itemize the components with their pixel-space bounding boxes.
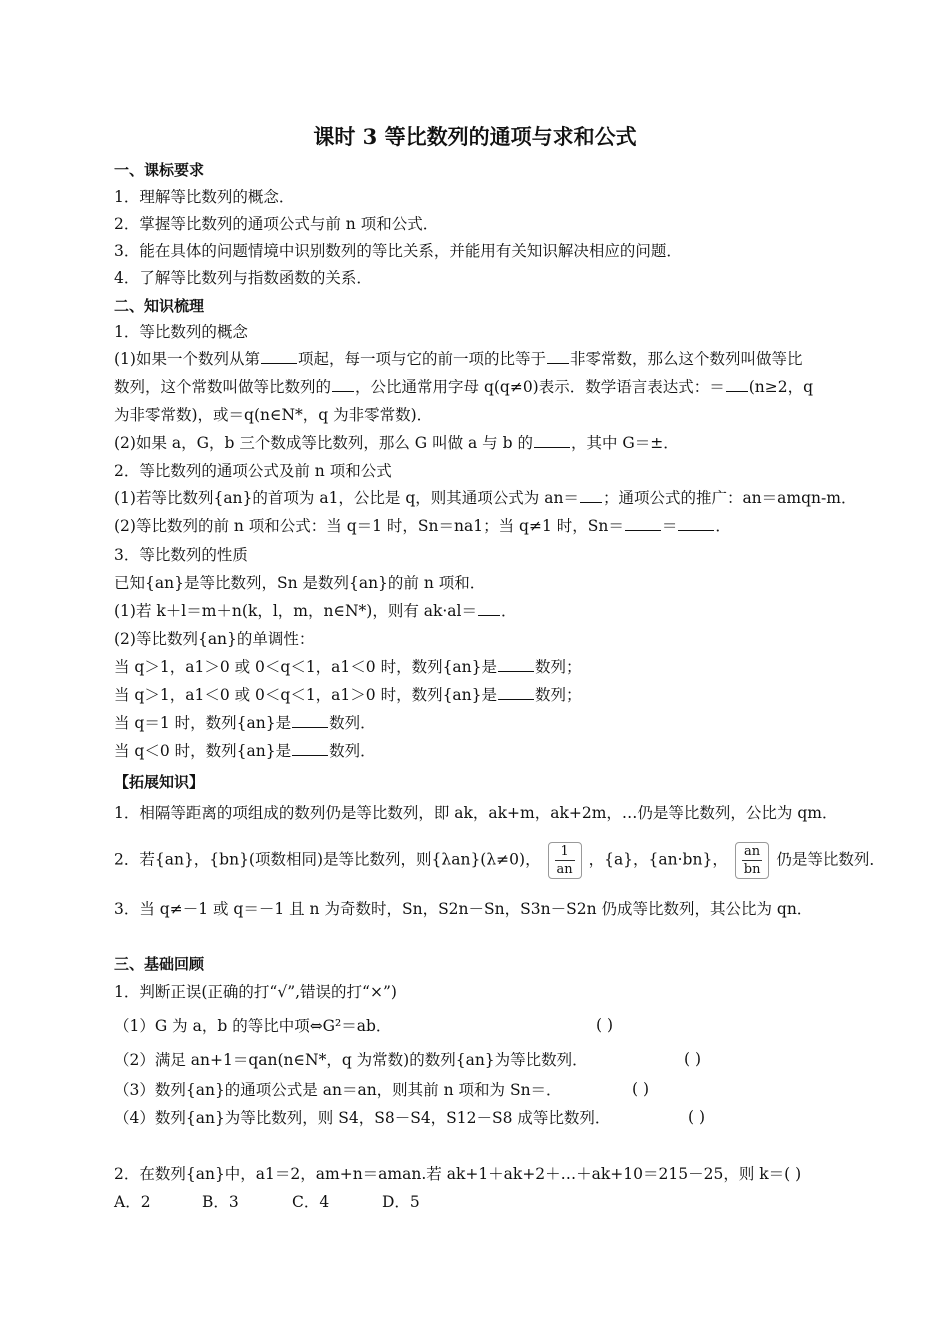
text: 项起，每一项与它的前一项的比等于 xyxy=(297,350,546,368)
text: 当 q＞1，a1＜0 或 0＜q＜1，a1＞0 时，数列{an}是 xyxy=(114,686,498,704)
option-a[interactable]: A．2 xyxy=(114,1193,151,1211)
text: (1)若等比数列{an}的首项为 a1，公比是 q，则其通项公式为 an＝ xyxy=(114,489,579,507)
property-line-3 xyxy=(114,657,582,677)
property-intro: 已知{an}是等比数列，Sn 是数列{an}的前 n 项和． xyxy=(114,574,486,592)
requirement-2: 2．掌握等比数列的通项公式与前 n 项和公式． xyxy=(114,215,439,233)
text: 当 q＞1，a1＞0 或 0＜q＜1，a1＜0 时，数列{an}是 xyxy=(114,658,498,676)
property-title: 3．等比数列的性质 xyxy=(114,546,248,564)
text: ． xyxy=(715,517,731,535)
fill-blank[interactable] xyxy=(547,349,569,364)
fill-blank[interactable] xyxy=(498,685,534,700)
section-heading-knowledge: 二、知识梳理 xyxy=(114,297,205,315)
answer-paren[interactable]: ( ) xyxy=(688,1108,706,1126)
fill-blank[interactable] xyxy=(261,349,297,364)
judge-item-4: （4）数列{an}为等比数列，则 S4，S8－S4，S12－S8 成等比数列． xyxy=(114,1109,611,1127)
fill-blank[interactable] xyxy=(534,433,570,448)
text: 数列； xyxy=(535,658,582,676)
property-line-4 xyxy=(114,685,582,705)
fill-blank[interactable] xyxy=(726,377,748,392)
text: 仍是等比数列． xyxy=(776,850,885,869)
text: ；通项公式的推广：an＝amqn-m． xyxy=(602,489,857,507)
text: (1)若 k＋l＝m＋n(k，l，m，n∈N*)，则有 ak·al＝ xyxy=(114,602,478,620)
requirement-4: 4．了解等比数列与指数函数的关系． xyxy=(114,269,372,287)
option-c[interactable]: C．4 xyxy=(292,1193,330,1211)
formula-line-1 xyxy=(114,488,856,508)
property-line-1 xyxy=(114,601,517,621)
text: 数列，这个常数叫做等比数列的 xyxy=(114,378,332,396)
text: 数列． xyxy=(329,714,376,732)
requirement-1: 1．理解等比数列的概念． xyxy=(114,188,295,206)
formula-line-2 xyxy=(114,516,731,536)
fraction-one-over-an: $\frac{1}{an}$ xyxy=(548,842,582,879)
concept-line-3: 为非零常数)，或＝q(n∈N*，q 为非零常数)． xyxy=(114,406,433,424)
question-1: 1．判断正误(正确的打“√”,错误的打“×”) xyxy=(114,983,397,1001)
text: 非零常数，那么这个数列叫做等比 xyxy=(569,350,803,368)
extension-1: 1．相隔等距离的项组成的数列仍是等比数列，即 ak，ak+m，ak+2m，…仍是等比数列，公比为 qm． xyxy=(114,804,838,822)
question-2-options xyxy=(114,1192,442,1212)
page-title: 课时 3 等比数列的通项与求和公式 xyxy=(313,124,637,149)
option-b[interactable]: B．3 xyxy=(202,1193,239,1211)
answer-paren[interactable]: ( ) xyxy=(632,1080,650,1098)
concept-title: 1．等比数列的概念 xyxy=(114,323,248,341)
fill-blank[interactable] xyxy=(580,488,602,503)
property-line-2: (2)等比数列{an}的单调性： xyxy=(114,630,315,648)
text: 当 q＜0 时，数列{an}是 xyxy=(114,742,292,760)
text: ． xyxy=(501,602,517,620)
concept-line-2 xyxy=(114,377,813,397)
formula-title: 2．等比数列的通项公式及前 n 项和公式 xyxy=(114,462,392,480)
judge-item-2: （2）满足 an+1＝qan(n∈N*，q 为常数)的数列{an}为等比数列． xyxy=(114,1051,588,1069)
answer-paren[interactable]: ( ) xyxy=(596,1016,614,1034)
text: ，{a}，{an·bn}， xyxy=(588,850,728,869)
text: (n≥2，q xyxy=(748,378,814,396)
option-d[interactable]: D．5 xyxy=(382,1193,420,1211)
fill-blank[interactable] xyxy=(498,657,534,672)
fill-blank[interactable] xyxy=(332,377,354,392)
text: (2)等比数列的前 n 项和公式：当 q＝1 时，Sn＝na1；当 q≠1 时，Sn＝ xyxy=(114,517,624,535)
extension-3: 3．当 q≠－1 或 q＝－1 且 n 为奇数时，Sn，S2n－Sn，S3n－S2n 仍成等比数列，其公比为 qn． xyxy=(114,900,813,918)
fill-blank[interactable] xyxy=(478,601,500,616)
concept-line-1 xyxy=(114,349,803,369)
concept-line-4 xyxy=(114,433,679,453)
property-line-6 xyxy=(114,741,376,761)
text: ＝ xyxy=(661,517,678,535)
fill-blank[interactable] xyxy=(292,741,328,756)
answer-paren[interactable]: ( ) xyxy=(684,1050,702,1068)
requirement-3: 3．能在具体的问题情境中识别数列的等比关系，并能用有关知识解决相应的问题． xyxy=(114,242,682,260)
text: (2)如果 a，G，b 三个数成等比数列，那么 G 叫做 a 与 b 的 xyxy=(114,434,533,452)
text: 数列； xyxy=(535,686,582,704)
judge-item-1: （1）G 为 a，b 的等比中项⇔G²＝ab． xyxy=(114,1017,392,1035)
section-heading-requirements: 一、课标要求 xyxy=(114,161,205,179)
question-2: 2．在数列{an}中，a1＝2，am+n＝aman.若 ak+1＋ak+2＋…＋ak+10＝215－25，则 k＝( ) xyxy=(114,1165,802,1183)
property-line-5 xyxy=(114,713,376,733)
fill-blank[interactable] xyxy=(292,713,328,728)
judge-item-3: （3）数列{an}的通项公式是 an＝an，则其前 n 项和为 Sn＝． xyxy=(114,1081,562,1099)
extension-heading: 【拓展知识】 xyxy=(114,773,205,791)
text: 当 q＝1 时，数列{an}是 xyxy=(114,714,292,732)
text: 2．若{an}，{bn}(项数相同)是等比数列，则{λan}(λ≠0)， xyxy=(114,850,541,869)
text: ，公比通常用字母 q(q≠0)表示．数学语言表达式：＝ xyxy=(355,378,725,396)
extension-2 xyxy=(114,842,885,879)
fill-blank[interactable] xyxy=(678,516,714,531)
text: ，其中 G＝±． xyxy=(570,434,679,452)
text: 数列． xyxy=(329,742,376,760)
fill-blank[interactable] xyxy=(625,516,661,531)
section-heading-review: 三、基础回顾 xyxy=(114,955,205,973)
text: (1)如果一个数列从第 xyxy=(114,350,260,368)
fraction-an-over-bn: $\frac{an}{bn}$ xyxy=(735,842,770,879)
